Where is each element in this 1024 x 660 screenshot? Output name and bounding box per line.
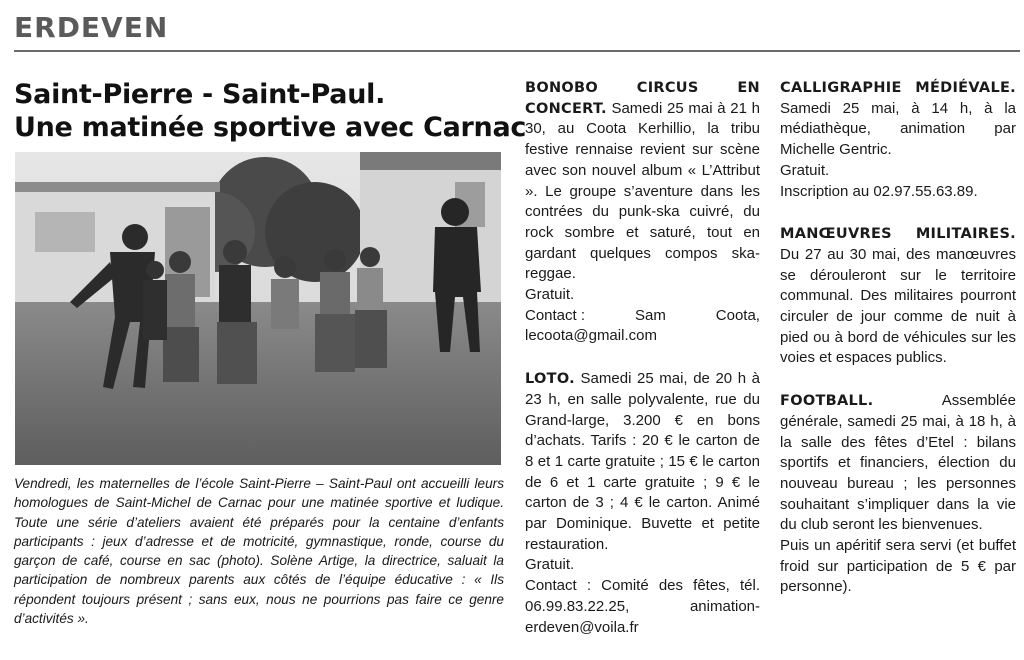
article-price: Gratuit.	[525, 556, 575, 574]
headline-line-2: Une matinée sportive avec Carnac	[14, 112, 527, 143]
article-manoeuvres	[780, 224, 1016, 369]
contact-label: Contact :	[525, 306, 586, 324]
article-lead: BONOBO CIRCUS EN CONCERT.	[525, 80, 760, 117]
photo-caption: Vendredi, les maternelles de l’école Saint-Pierre – Saint-Paul ont accueilli leurs homologues de Saint-Michel de Carnac pour une matinée sportive et ludique. Toute une série d’ateliers avaient été préparés pour la centaine d’enfants participants : jeux d’adresse et de motricité, gymnastique, ronde, course du garçon de café, course en sac (photo). Solène Artige, la directrice, saluait la participation de nombreux parents aux côtés de l’équipe éducative : « Ils répondent toujours présent ; sans eux, nous ne pourrions pas faire ce genre d’activités ».	[14, 476, 504, 627]
headline	[14, 78, 527, 144]
article-lead: CALLIGRAPHIE MÉDIÉVALE.	[780, 80, 1016, 96]
article-price: Gratuit.	[525, 286, 575, 304]
article-football	[780, 391, 1016, 598]
contact-row	[525, 306, 760, 327]
contact-name-2: Coota,	[715, 306, 760, 324]
article-contact: Contact : Comité des fêtes, tél. 06.99.83.22.25, animation-erdeven@voila.fr	[525, 577, 760, 636]
article-extra: Puis un apéritif sera servi (et buffet froid sur participation de 5 € par personne).	[780, 537, 1016, 596]
article-price: Gratuit.	[780, 161, 830, 179]
contact-name-1: Sam	[634, 306, 666, 324]
article-calligraphie	[780, 78, 1016, 202]
headline-line-1: Saint-Pierre - Saint-Paul.	[14, 79, 386, 110]
article-body: Samedi 25 mai à 21 h 30, au Coota Kerhillio, la tribu festive rennaise revient sur scène avec son nouvel album « L’Attribut ». Le groupe s’aventure dans les contrées du punk-ska cuivré, du rock sombre et saturé, tout en gardant quelques compos ska-reggae.	[525, 99, 760, 283]
article-loto	[525, 369, 760, 638]
article-body: Samedi 25 mai, à 14 h, à la médiathèque, animation par Michelle Gentric.	[780, 99, 1016, 159]
briefs-column-right	[780, 78, 1016, 620]
briefs-column-middle	[525, 78, 760, 660]
section-title: ERDEVEN	[14, 11, 169, 44]
news-photo	[15, 152, 501, 465]
article-body: Assemblée générale, samedi 25 mai, à 18 h, à la salle des fêtes d’Etel : bilans sportifs et financiers, élection du nouveau bureau ; les personnes souhaitant s’impliquer dans la vie du club seront les bienvenues.	[780, 392, 1016, 534]
article-lead: LOTO.	[525, 371, 575, 388]
contact-email: lecoota@gmail.com	[525, 327, 657, 345]
article-body: Samedi 25 mai, de 20 h à 23 h, en salle polyvalente, rue du Grand-large, 3.200 € en bons d’achats. Tarifs : 20 € le carton de 8 et 1 carte gratuite ; 15 € le carton de 6 et 1 carte gratuite ; 9 € le carton de 3 ; 4 € le carton. Animé par Dominique. Buvette et petite restauration.	[525, 370, 760, 553]
article-lead: FOOTBALL.	[780, 393, 874, 410]
photo-illustration	[15, 152, 501, 465]
article-lead: MANŒUVRES MILITAIRES.	[780, 226, 1016, 243]
article-bonobo	[525, 78, 760, 347]
article-inscription: Inscription au 02.97.55.63.89.	[780, 182, 978, 200]
article-body: Du 27 au 30 mai, des manœuvres se dérouleront sur le territoire communal. Des militaires pourront circuler de jour comme de nuit à pied ou à bord de véhicules sur les voies et espaces publics.	[780, 245, 1016, 367]
section-rule	[14, 50, 1020, 52]
